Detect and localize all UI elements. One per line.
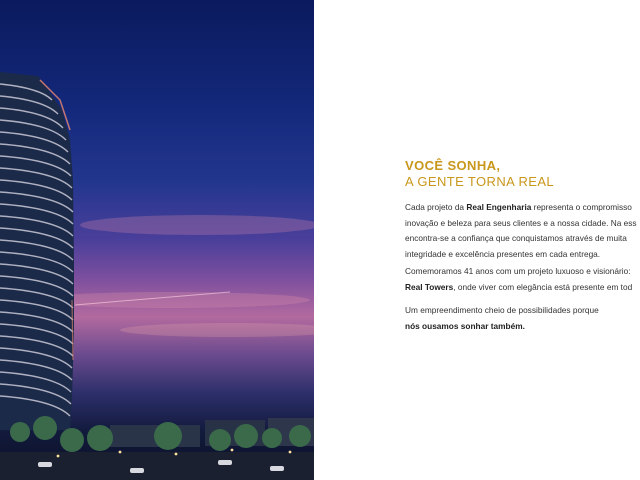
content-panel <box>405 0 640 480</box>
night-tower-illustration <box>0 0 314 480</box>
paragraph-3-line-1: Um empreendimento cheio de possibilidades porque <box>405 305 599 315</box>
cloud-streak <box>120 323 314 337</box>
project-name: Real Towers <box>405 281 454 292</box>
paragraph-1-line-4: integridade e excelência presentes em cada entrega. <box>405 248 601 259</box>
tagline: nós ousamos sonhar também. <box>405 320 525 331</box>
paragraph-1-line-2: inovação e beleza para seus clientes e a nossa cidade. Na ess <box>405 217 637 228</box>
paragraph-1-line-3: encontra-se a confiança que conquistamos através de muita <box>405 233 627 243</box>
hero-image <box>0 0 314 480</box>
text-fragment: , onde viver com elegância está presente em tod <box>453 281 633 292</box>
text-fragment: Cada projeto da <box>405 202 467 212</box>
headline <box>405 158 640 190</box>
paragraph-3 <box>405 303 640 334</box>
text-fragment: representa o compromisso <box>531 202 632 212</box>
paragraph-1-line-1 <box>405 200 640 216</box>
brand-name: Real Engenharia <box>466 202 532 212</box>
headline-line-2: A GENTE TORNA REAL <box>405 174 555 189</box>
paragraph-2 <box>405 264 640 295</box>
cloud-streak <box>80 215 314 235</box>
paragraph-3-line-2 <box>405 319 640 335</box>
paragraph-2-line-2 <box>405 280 640 296</box>
paragraph-1 <box>405 200 640 262</box>
paragraph-2-line-1: Comemoramos 41 anos com um projeto luxuoso e visionário: <box>405 266 631 276</box>
headline-line-1: VOCÊ SONHA, <box>405 158 501 173</box>
